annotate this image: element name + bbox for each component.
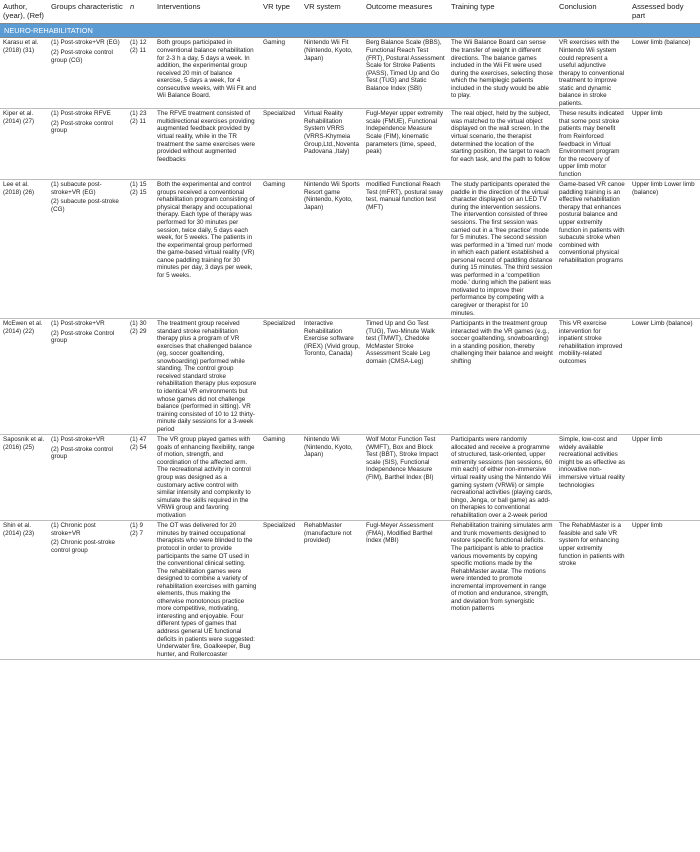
body-part-cell: Upper limb (629, 521, 700, 660)
n-2: (2) 7 (130, 529, 143, 537)
group-2: (2) Post-stroke control group (51, 445, 113, 461)
interventions-cell: Both groups participated in conventional balance rehabilitation for 2-3 h a day, 5 days a week. In addition, the experimental group received 20 min of balance exercise, 5 days a week, for 4 consecutive weeks, with Wii Fit and Wii Balance Board. (154, 38, 260, 109)
n-1: (1) 15 (130, 181, 147, 189)
vr-system-cell: Nintendo Wii (Nintendo, Kyoto, Japan) (301, 435, 363, 521)
conclusion-cell: Game-based VR canoe paddling training is an effective rehabilitation therapy that enhances postural balance and upper extremity function in patients with subacute stroke when combined with conventional physical rehabilitation programs (556, 180, 629, 319)
header-conclusion: Conclusion (556, 0, 629, 24)
conclusion-cell: VR exercises with the Nintendo Wii system could represent a useful adjunctive therapy to conventional treatment to improve static and dynamic balance in stroke patients. (556, 38, 629, 109)
n-1: (1) 9 (130, 522, 143, 530)
body-part-cell: Lower limb (balance) (629, 38, 700, 109)
groups-cell (48, 38, 127, 109)
author-cell: Shin et al. (2014) (23) (0, 521, 48, 660)
groups-cell (48, 319, 127, 435)
header-n: n (127, 0, 154, 24)
author-cell: Kiper et al. (2014) (27) (0, 109, 48, 180)
training-cell: The real object, held by the subject, was matched to the virtual object displayed on the wall screen. In the virtual scenario, the therapist determined the location of the starting position, the target to reach for each task, and the path to follow (448, 109, 556, 180)
table-row (0, 109, 700, 180)
groups-cell (48, 521, 127, 660)
group-1: (1) Post-stroke+VR (51, 320, 105, 328)
outcome-cell: Wolf Motor Function Test (WMFT), Box and Block Test (BBT), Stroke Impact scale (SIS), Functional Independence Measure (FIM), Barthel Index (BI) (363, 435, 448, 521)
group-2: (2) subacute post-stroke (CG) (51, 198, 119, 213)
n-1: (1) 47 (130, 436, 147, 444)
conclusion-cell: This VR exercise intervention for inpatient stroke rehabilitation improved mobility-related outcomes (556, 319, 629, 435)
vr-type-cell: Specialized (260, 521, 301, 660)
table-row (0, 38, 700, 109)
vr-type-cell: Specialized (260, 319, 301, 435)
group-1: (1) Post-stroke+VR (51, 436, 105, 444)
group-2: (2) Post-stroke control group (CG) (51, 48, 113, 64)
conclusion-cell: The RehabMaster is a feasible and safe VR system for enhancing upper extremity function in patients with stroke (556, 521, 629, 660)
vr-system-cell: Nintendo Wii Sports Resort game (Nintendo, Kyoto, Japan) (301, 180, 363, 319)
n-1: (1) 12 (130, 39, 147, 47)
vr-type-cell: Gaming (260, 38, 301, 109)
section-row (0, 24, 700, 38)
header-groups: Groups characteristic (48, 0, 127, 24)
training-cell: Participants in the treatment group interacted with the VR games (e.g., soccer goaltending, snowboarding) in a standing position, thereby challenging their balance and weight shifting (448, 319, 556, 435)
table-row (0, 521, 700, 660)
author-cell: McEwen et al. (2014) (22) (0, 319, 48, 435)
header-interventions: Interventions (154, 0, 260, 24)
vr-system-cell: Virtual Reality Rehabilitation System VRRS (VRRS-Khymeia Group,Ltd.,Noventa Padovana ,Italy) (301, 109, 363, 180)
group-1: (1) subacute post-stroke+VR (EG) (51, 181, 102, 196)
outcome-cell: Berg Balance Scale (BBS), Functional Reach Test (FRT), Postural Assessment Scale for Stroke Patients (PASS), Timed Up and Go Test (TUG) and Static Balance Index (SBI) (363, 38, 448, 109)
group-2: (2) Post-stroke Control group (51, 329, 115, 345)
interventions-cell: The treatment group received standard stroke rehabilitation therapy plus a program of VR exercises that challenged balance (eg, soccer goaltending, snowboarding) performed while standing. The control group received standard stroke rehabilitation therapy plus exposure to identical VR environments but whose games did not challenge balance (performed in sitting). VR training consisted of 10 to 12 thirty-minute daily sessions for a 3-week period (154, 319, 260, 435)
interventions-cell: The VR group played games with goals of enhancing flexibility, range of motion, strength, and coordination of the affected arm. The recreational activity in control group was designed as a customary active control with similar intensity and complexity to simulate the skills required in the VRWii group and favoring motivation (154, 435, 260, 521)
n-2: (2) 11 (130, 46, 146, 54)
author-cell: Saposnik et al. (2016) (25) (0, 435, 48, 521)
outcome-cell: modified Functional Reach Test (mFRT), postural sway test, manual function test (MFT) (363, 180, 448, 319)
n-2: (2) 29 (130, 327, 147, 335)
training-cell: Participants were randomly allocated and receive a programme of structured, task-oriented, upper extremity sessions (ten sessions, 60 min each) of either non-immersive virtual reality using the Nintendo Wii gaming system (VRWii) or simple recreational activities (playing cards, bingo, Jenga, or ball game) as add-on therapies to conventional rehabilitation over a 2-week period (448, 435, 556, 521)
header-body-part: Assessed body part (629, 0, 700, 24)
n-2: (2) 15 (130, 188, 147, 196)
group-2: (2) Post-stroke control group (51, 119, 113, 135)
header-outcome: Outcome measures (363, 0, 448, 24)
outcome-cell: Fugl-Meyer upper extremity scale (FMUE), Functional Independence Measure Scale (FIM), kinematic parameters (time, speed, peak) (363, 109, 448, 180)
section-title: NEURO-REHABILITATION (0, 24, 700, 38)
n-cell (127, 180, 154, 319)
group-1: (1) Post-stroke RFVE (51, 110, 111, 118)
interventions-cell: The OT was delivered for 20 minutes by trained occupational therapists who were blinded to the protocol in order to provide participants the same OT used in the conventional clinical setting. The rehabilitation games were designed to combine a variety of rehabilitation exercises with gaming elements, thus making the otherwise monotonous practice more competitive, motivating, interesting and enjoyable. Four different types of games that address general UE functional deficits in patients were suggested: Underwater fire, Goalkeeper, Bug hunter, and Rollercoaster (154, 521, 260, 660)
body-part-cell: Lower Limb (balance) (629, 319, 700, 435)
outcome-cell: Timed Up and Go Test (TUG), Two-Minute Walk test (TMWT), Chedoke McMaster Stroke Assessment Scale Leg domain (CMSA-Leg) (363, 319, 448, 435)
table-row (0, 180, 700, 319)
header-vr-system: VR system (301, 0, 363, 24)
groups-cell (48, 435, 127, 521)
vr-type-cell: Gaming (260, 435, 301, 521)
table-row (0, 319, 700, 435)
body-part-cell: Upper limb (629, 109, 700, 180)
n-cell (127, 38, 154, 109)
n-2: (2) 11 (130, 117, 146, 125)
table-row (0, 435, 700, 521)
author-cell: Lee et al. (2018) (26) (0, 180, 48, 319)
vr-system-cell: Nintendo Wii Fit (Nintendo, Kyoto, Japan) (301, 38, 363, 109)
header-training: Training type (448, 0, 556, 24)
group-1: (1) Chronic post stroke+VR (51, 522, 96, 537)
outcome-cell: Fugl-Meyer Assessment (FMA), Modified Barthel Index (MBI) (363, 521, 448, 660)
training-cell: The Wii Balance Board can sense the transfer of weight in different directions. The balance games included in the Wii Fit were used during the exercises, selecting those which the hemiplegic patients included in the study would be able to play. (448, 38, 556, 109)
n-cell (127, 435, 154, 521)
group-2: (2) Chronic post-stroke control group (51, 539, 116, 554)
vr-type-cell: Specialized (260, 109, 301, 180)
vr-system-cell: RehabMaster (manufacture not provided) (301, 521, 363, 660)
groups-cell (48, 109, 127, 180)
n-cell (127, 319, 154, 435)
header-row (0, 0, 700, 24)
vr-system-cell: Interactive Rehabilitation Exercise software (IREX) (Vivid group, Toronto, Canada) (301, 319, 363, 435)
vr-type-cell: Gaming (260, 180, 301, 319)
conclusion-cell: Simple, low-cost and widely available recreational activities might be as effective as innovative non-immersive virtual reality technologies (556, 435, 629, 521)
training-cell: Rehabilitation training simulates arm and trunk movements designed to restore specific functional deficits. The participant is able to practice various movements by copying specific motions made by the RehabMaster avatar. The motions were intended to promote incremental improvement in range of motion and endurance, strength, and deviation from synergistic motion patterns (448, 521, 556, 660)
header-author: Author, (year), (Ref) (0, 0, 48, 24)
n-cell (127, 109, 154, 180)
n-cell (127, 521, 154, 660)
n-2: (2) 54 (130, 443, 147, 451)
body-part-cell: Upper limb (629, 435, 700, 521)
n-1: (1) 23 (130, 110, 147, 118)
groups-cell (48, 180, 127, 319)
body-part-cell: Upper limb Lower limb (balance) (629, 180, 700, 319)
author-cell: Karasu et al. (2018) (31) (0, 38, 48, 109)
interventions-cell: Both the experimental and control groups received a conventional rehabilitation program consisting of physical therapy and occupational therapy. Each type of therapy was performed for 30 minutes per session, twice daily, 5 days each week, for 5 weeks. The patients in the experimental group performed the game-based virtual reality (VR) canoe paddling training for 30 minutes per day, 3 days per week, for 5 weeks. (154, 180, 260, 319)
interventions-cell: The RFVE treatment consisted of multidirectional exercises providing augmented feedback provided by virtual reality, while in the TR treatment the same exercises were provided without augmented feedbacks (154, 109, 260, 180)
n-1: (1) 30 (130, 320, 147, 328)
group-1: (1) Post-stroke+VR (EG) (51, 39, 120, 47)
conclusion-cell: These results indicated that some post stroke patients may benefit from Reinforced feedback in Virtual Environment program for the recovery of upper limb motor function (556, 109, 629, 180)
header-vr-type: VR type (260, 0, 301, 24)
training-cell: The study participants operated the paddle in the direction of the virtual character displayed on an LED TV during the intervention sessions. The intervention consisted of three sessions. The first session was carried out in a 'free practice' mode for 5 minutes. The second session was performed in a 'timed run' mode in which each patient established a personal record of paddling distance during 15 minutes. The third session was performed in a 'competition mode.' during which the patient was motivated to improve their performance by competing with a caregiver or therapist for 10 minutes. (448, 180, 556, 319)
